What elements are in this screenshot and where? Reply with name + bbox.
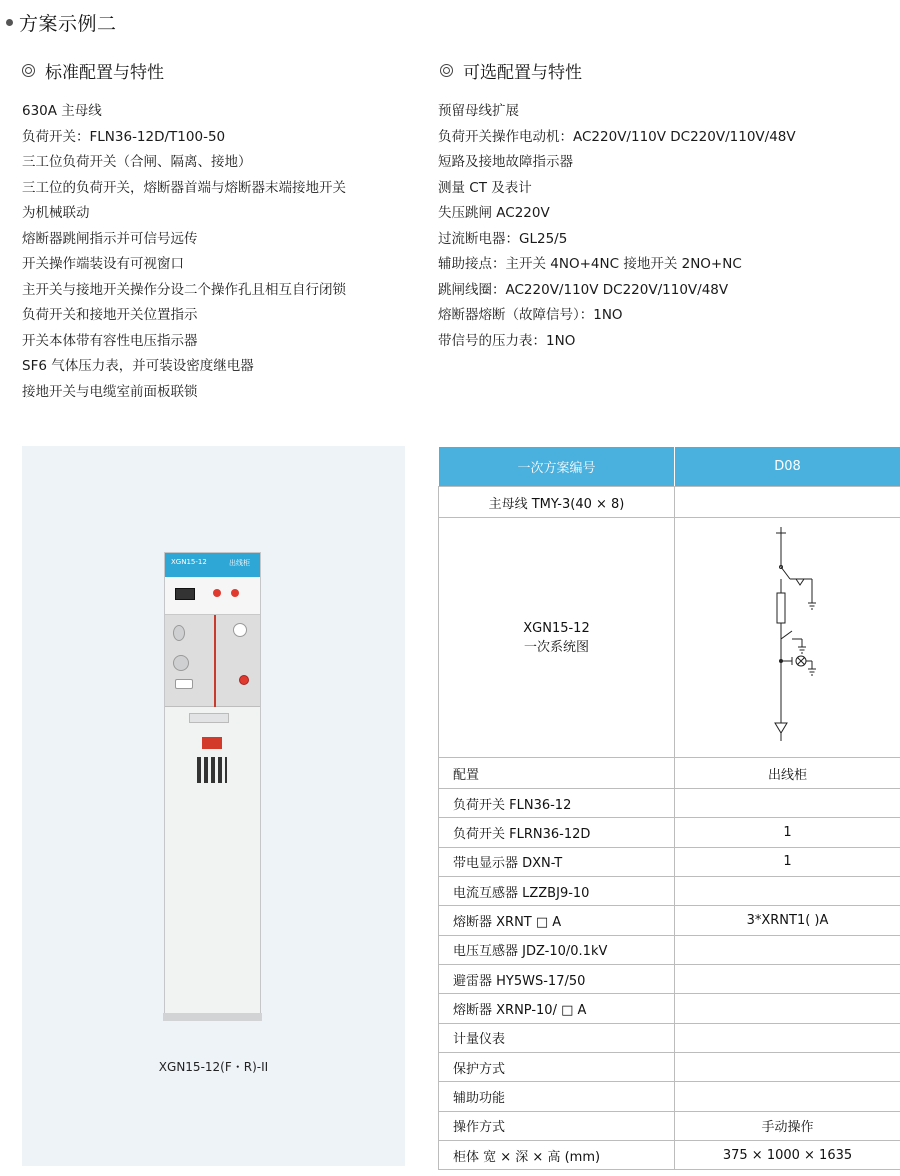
indicator-light-icon (213, 589, 221, 597)
busbar-label: 主母线 TMY-3(40 × 8) (439, 487, 675, 518)
table-header-value: D08 (675, 447, 900, 487)
row-label: 计量仪表 (439, 1023, 675, 1052)
row-value (675, 935, 900, 964)
row-label: 熔断器 XRNT □ A (439, 906, 675, 935)
list-item: 过流断电器：GL25/5 (438, 230, 568, 247)
config-row (439, 758, 900, 789)
list-item: 负荷开关操作电动机：AC220V/110V DC220V/110V/48V (438, 128, 796, 145)
double-circle-icon (22, 64, 35, 77)
row-label: 电压互感器 JDZ-10/0.1kV (439, 935, 675, 964)
row-value: 1 (675, 818, 900, 847)
photo-caption: XGN15-12(F・R)-II (158, 1060, 269, 1074)
list-item: 跳闸线圈：AC220V/110V DC220V/110V/48V (438, 281, 729, 298)
cabinet-type-label: 出线柜 (229, 559, 250, 567)
row-label: 避雷器 HY5WS-17/50 (439, 965, 675, 994)
row-label: 辅助功能 (439, 1082, 675, 1111)
busbar-row (439, 487, 900, 518)
list-item: 接地开关与电缆室前面板联锁 (22, 383, 198, 400)
optional-feature-list (438, 99, 878, 354)
cabinet-lower-door (165, 707, 260, 1013)
diagram-label-cell (439, 518, 675, 758)
vent-grille-icon (197, 757, 227, 783)
warning-sign-icon (202, 737, 222, 749)
row-label: 负荷开关 FLN36-12 (439, 789, 675, 818)
optional-heading-text: 可选配置与特性 (463, 63, 582, 83)
mimic-line (214, 615, 216, 707)
door-handle-icon (189, 713, 229, 723)
gauge-icon (173, 655, 189, 671)
table-row (439, 1053, 900, 1082)
table-row (439, 906, 900, 935)
row-value (675, 1053, 900, 1082)
diagram-row (439, 518, 900, 758)
diagram-label-text: 一次系统图 (523, 639, 589, 655)
optional-heading (440, 58, 582, 83)
list-item: 三工位负荷开关（合闸、隔离、接地） (22, 154, 252, 170)
cabinet-operation-panel (165, 615, 260, 707)
list-item: 预留母线扩展 (438, 103, 519, 119)
table-row (439, 847, 900, 876)
row-value (675, 877, 900, 906)
list-item: 熔断器熔断（故障信号）：1NO (438, 307, 623, 323)
cabinet-meter-area (165, 577, 260, 615)
cabinet-nameplate (165, 553, 260, 577)
row-label: 负荷开关 FLRN36-12D (439, 818, 675, 847)
single-line-diagram-cell (675, 518, 900, 758)
table-row (439, 965, 900, 994)
row-label: 操作方式 (439, 1111, 675, 1140)
row-value (675, 994, 900, 1023)
knob-icon (173, 625, 185, 641)
list-item: 短路及接地故障指示器 (438, 154, 573, 170)
table-row (439, 1023, 900, 1052)
indicator-light-icon (231, 589, 239, 597)
double-circle-icon (440, 64, 453, 77)
busbar-value (675, 487, 900, 518)
row-label: 柜体 宽 × 深 × 高 (mm) (439, 1141, 675, 1170)
scheme-spec-table (438, 446, 900, 1170)
row-label: 保护方式 (439, 1053, 675, 1082)
list-item: 失压跳闸 AC220V (438, 205, 550, 221)
page-title: 方案示例二 (19, 12, 117, 35)
list-item: 主开关与接地开关操作分设二个操作孔且相互自行闭锁 (22, 281, 346, 298)
row-value (675, 1023, 900, 1052)
window-icon (233, 623, 247, 637)
product-photo-panel (22, 446, 405, 1166)
cabinet-base (163, 1013, 262, 1021)
table-header-row (439, 447, 900, 487)
cabinet-model-label: XGN15-12 (171, 558, 207, 566)
config-value: 出线柜 (675, 758, 900, 789)
row-label: 带电显示器 DXN-T (439, 847, 675, 876)
switchgear-cabinet-image (164, 552, 261, 1014)
list-item: 负荷开关：FLN36-12D/T100-50 (22, 128, 226, 145)
table-row (439, 789, 900, 818)
table-row (439, 1141, 900, 1170)
table-row (439, 1082, 900, 1111)
table-row (439, 877, 900, 906)
label-plate-icon (175, 679, 193, 689)
table-row (439, 994, 900, 1023)
single-line-diagram (748, 527, 828, 749)
table-header-label: 一次方案编号 (439, 447, 675, 487)
list-item: 熔断器跳闸指示并可信号远传 (22, 230, 198, 247)
row-value: 375 × 1000 × 1635 (675, 1141, 900, 1170)
standard-feature-list (22, 99, 402, 405)
list-item: 测量 CT 及表计 (438, 179, 532, 196)
display-meter-icon (175, 588, 195, 600)
list-item: 630A 主母线 (22, 103, 102, 119)
list-item: 辅助接点：主开关 4NO+4NC 接地开关 2NO+NC (438, 256, 742, 272)
standard-heading-text: 标准配置与特性 (45, 63, 164, 83)
bullet-dot-icon (6, 19, 13, 26)
table-row (439, 818, 900, 847)
row-value (675, 965, 900, 994)
row-value: 3*XRNT1( )A (675, 906, 900, 935)
table-row (439, 935, 900, 964)
config-label: 配置 (439, 758, 675, 789)
list-item: 开关操作端装设有可视窗口 (22, 256, 184, 272)
row-value (675, 789, 900, 818)
list-item: 为机械联动 (22, 205, 90, 221)
row-value: 手动操作 (675, 1111, 900, 1140)
list-item: 带信号的压力表：1NO (438, 332, 576, 349)
list-item: 负荷开关和接地开关位置指示 (22, 307, 198, 323)
standard-heading (22, 58, 164, 83)
row-label: 电流互感器 LZZBJ9-10 (439, 877, 675, 906)
table-row (439, 1111, 900, 1140)
row-label: 熔断器 XRNP-10/ □ A (439, 994, 675, 1023)
indicator-light-icon (239, 675, 249, 685)
list-item: 开关本体带有容性电压指示器 (22, 332, 198, 349)
diagram-label-model: XGN15-12 (523, 620, 590, 636)
list-item: 三工位的负荷开关，熔断器首端与熔断器末端接地开关 (22, 179, 346, 196)
row-value (675, 1082, 900, 1111)
page-header (6, 8, 117, 36)
row-value: 1 (675, 847, 900, 876)
list-item: SF6 气体压力表，并可装设密度继电器 (22, 358, 254, 374)
